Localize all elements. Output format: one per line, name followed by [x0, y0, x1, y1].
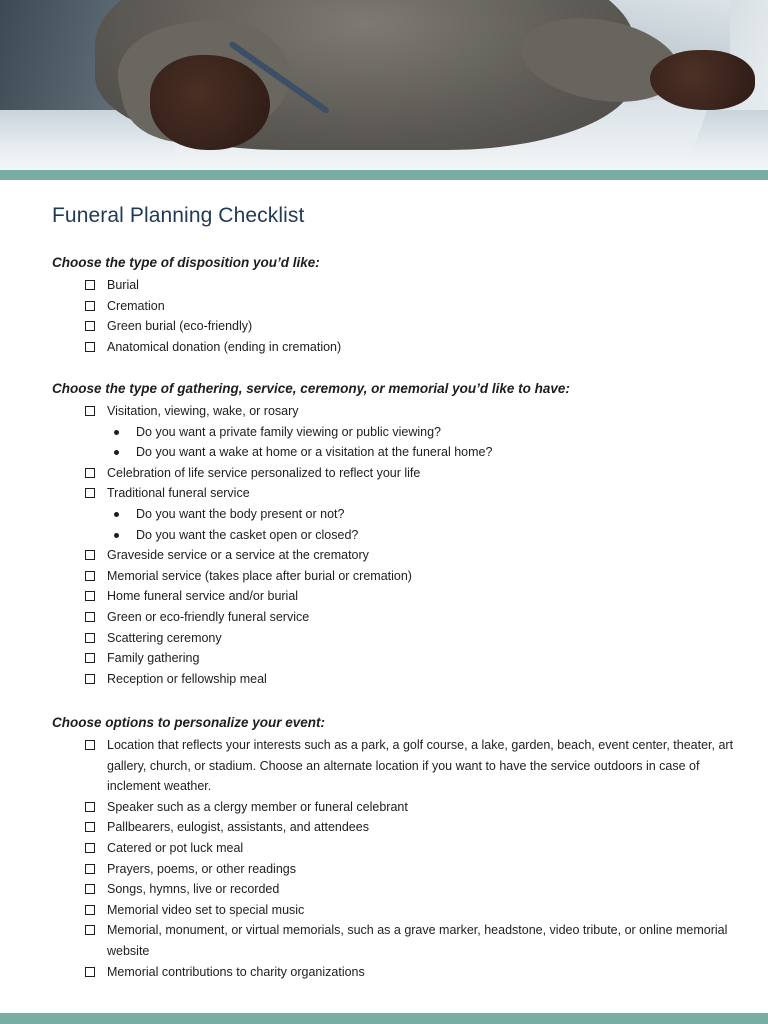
- checklist-item[interactable]: Home funeral service and/or burial: [85, 586, 298, 607]
- bullet-item: Do you want the casket open or closed?: [114, 525, 358, 546]
- checkbox-icon[interactable]: [85, 653, 95, 663]
- bottom-accent-band: [0, 1013, 768, 1024]
- bullet-icon: [114, 430, 119, 435]
- checkbox-icon[interactable]: [85, 301, 95, 311]
- checklist-item[interactable]: Pallbearers, eulogist, assistants, and attendees: [85, 817, 369, 838]
- page-title: Funeral Planning Checklist: [52, 204, 305, 227]
- checkbox-icon[interactable]: [85, 468, 95, 478]
- checkbox-icon[interactable]: [85, 967, 95, 977]
- checklist-item[interactable]: Reception or fellowship meal: [85, 669, 267, 690]
- checkbox-icon[interactable]: [85, 864, 95, 874]
- checkbox-icon[interactable]: [85, 633, 95, 643]
- checklist-item[interactable]: Songs, hymns, live or recorded: [85, 879, 279, 900]
- checkbox-icon[interactable]: [85, 925, 95, 935]
- checkbox-icon[interactable]: [85, 674, 95, 684]
- checkbox-icon[interactable]: [85, 406, 95, 416]
- checklist-item[interactable]: Catered or pot luck meal: [85, 838, 243, 859]
- top-accent-band: [0, 170, 768, 180]
- photo-right-hand: [650, 50, 755, 110]
- checklist-item[interactable]: Graveside service or a service at the crematory: [85, 545, 369, 566]
- checklist-item[interactable]: Memorial service (takes place after burial or cremation): [85, 566, 412, 587]
- checklist-item[interactable]: Prayers, poems, or other readings: [85, 859, 296, 880]
- photo-left-hand: [150, 55, 270, 150]
- section-heading-gathering: Choose the type of gathering, service, ceremony, or memorial you’d like to have:: [52, 381, 570, 396]
- checkbox-icon[interactable]: [85, 571, 95, 581]
- checklist-item[interactable]: Memorial, monument, or virtual memorials, such as a grave marker, headstone, video tribute, or online memorial website: [85, 920, 747, 961]
- checklist-item[interactable]: Burial: [85, 275, 139, 296]
- checkbox-icon[interactable]: [85, 591, 95, 601]
- checklist-item[interactable]: Family gathering: [85, 648, 199, 669]
- bullet-item: Do you want the body present or not?: [114, 504, 344, 525]
- checkbox-icon[interactable]: [85, 342, 95, 352]
- checklist-item[interactable]: Scattering ceremony: [85, 628, 222, 649]
- bullet-icon: [114, 512, 119, 517]
- bullet-item: Do you want a private family viewing or public viewing?: [114, 422, 441, 443]
- bullet-item: Do you want a wake at home or a visitation at the funeral home?: [114, 442, 492, 463]
- checklist-item[interactable]: Visitation, viewing, wake, or rosary: [85, 401, 299, 422]
- header-photo: [0, 0, 768, 170]
- checkbox-icon[interactable]: [85, 612, 95, 622]
- checklist-item[interactable]: Anatomical donation (ending in cremation): [85, 337, 341, 358]
- checklist-item[interactable]: Green burial (eco-friendly): [85, 316, 252, 337]
- checkbox-icon[interactable]: [85, 550, 95, 560]
- checkbox-icon[interactable]: [85, 884, 95, 894]
- checkbox-icon[interactable]: [85, 740, 95, 750]
- checklist-item[interactable]: Green or eco-friendly funeral service: [85, 607, 309, 628]
- checklist-item[interactable]: Location that reflects your interests such as a park, a golf course, a lake, garden, beach, event center, theater, art gallery, church, or stadium. Choose an alternate location if you want to have the service outdoors in case of inclement weather.: [85, 735, 747, 797]
- section-heading-personalize: Choose options to personalize your event:: [52, 715, 326, 730]
- checkbox-icon[interactable]: [85, 802, 95, 812]
- checklist-item[interactable]: Memorial contributions to charity organizations: [85, 962, 365, 983]
- checkbox-icon[interactable]: [85, 843, 95, 853]
- checklist-item[interactable]: Cremation: [85, 296, 165, 317]
- checkbox-icon[interactable]: [85, 488, 95, 498]
- checkbox-icon[interactable]: [85, 905, 95, 915]
- bullet-icon: [114, 450, 119, 455]
- checklist-item[interactable]: Speaker such as a clergy member or funeral celebrant: [85, 797, 408, 818]
- checkbox-icon[interactable]: [85, 280, 95, 290]
- checkbox-icon[interactable]: [85, 321, 95, 331]
- section-heading-disposition: Choose the type of disposition you’d like:: [52, 255, 320, 270]
- bullet-icon: [114, 533, 119, 538]
- checklist-item[interactable]: Traditional funeral service: [85, 483, 250, 504]
- checkbox-icon[interactable]: [85, 822, 95, 832]
- checklist-item[interactable]: Memorial video set to special music: [85, 900, 304, 921]
- checklist-item[interactable]: Celebration of life service personalized to reflect your life: [85, 463, 420, 484]
